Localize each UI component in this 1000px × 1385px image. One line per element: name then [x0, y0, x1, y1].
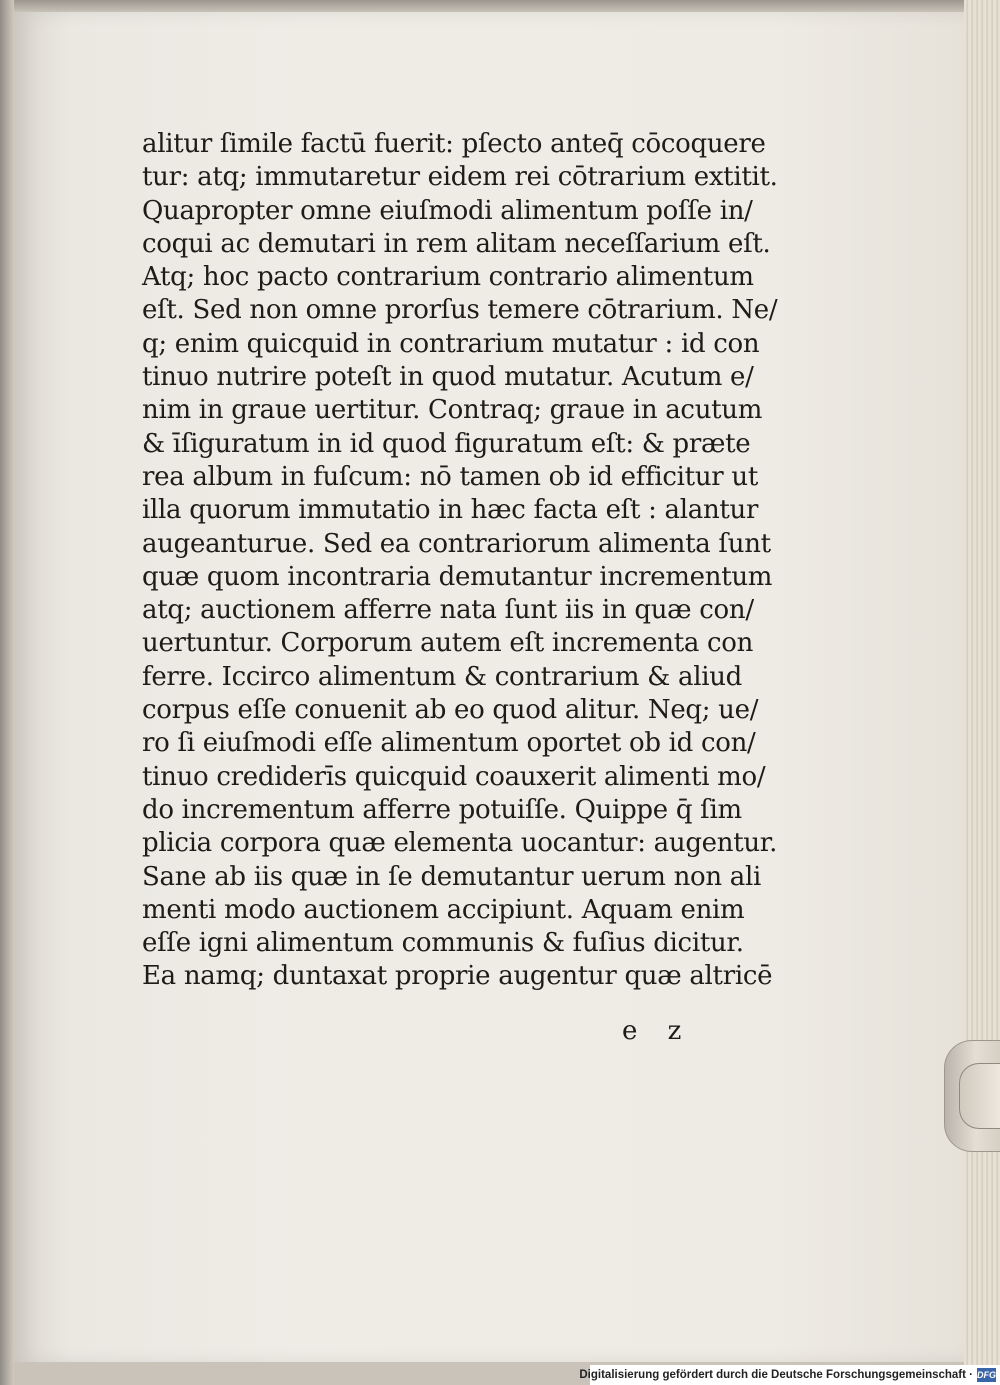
text-line: atq; auctionem afferre nata ſunt iis in quæ con/: [142, 595, 754, 626]
footer-credit: Digitalisierung gefördert durch die Deutsche Forschungsgemeinschaft ·: [579, 1369, 973, 1381]
signature-mark: e z: [622, 1016, 682, 1046]
text-line: ferre. Iccirco alimentum & contrarium & aliud: [142, 661, 743, 692]
text-line: do incrementum afferre potuiſſe. Quippe q̄ ſim: [142, 794, 742, 825]
text-line: eſt. Sed non omne prorſus temere cōtrarium. Ne/: [142, 295, 778, 326]
text-line: & īſiguratum in id quod figuratum eſt: & præte: [142, 428, 751, 459]
text-line: q; enim quicquid in contrarium mutatur : id con: [142, 328, 760, 359]
dfg-logo: DFG: [977, 1370, 996, 1380]
text-line: rea album in fuſcum: nō tamen ob id efficitur ut: [142, 461, 758, 492]
text-line: nim in graue uertitur. Contraq; graue in acutum: [142, 395, 763, 426]
page-stack-edge: [964, 0, 1000, 1385]
text-line: Quapropter omne eiuſmodi alimentum poſſe in/: [142, 195, 753, 226]
text-line: illa quorum immutatio in hæc facta eſt : alantur: [142, 495, 759, 526]
text-line: plicia corpora quæ elementa uocantur: augentur.: [142, 828, 778, 859]
text-line: Sane ab iis quæ in ſe demutantur uerum non ali: [142, 861, 762, 892]
text-line: augeanturue. Sed ea contrariorum alimenta ſunt: [142, 528, 771, 559]
text-line: Atq; hoc pacto contrarium contrario alimentum: [142, 262, 754, 293]
text-line: tur: atq; immutaretur eidem rei cōtrarium extitit.: [142, 162, 778, 193]
text-line: coqui ac demutari in rem alitam neceſſarium eſt.: [142, 228, 771, 259]
text-line: tinuo nutrire poteſt in quod mutatur. Acutum e/: [142, 362, 754, 393]
body-text: [142, 128, 778, 994]
text-line: tinuo crediderīs quicquid coauxerit alimenti mo/: [142, 761, 766, 792]
digitization-footer: [579, 1365, 1000, 1385]
text-line: quæ quom incontraria demutantur incrementum: [142, 561, 773, 592]
text-line: ro ſi eiuſmodi eſſe alimentum oportet ob id con/: [142, 728, 756, 759]
page-clip-inner: [959, 1063, 1000, 1129]
text-line: menti modo auctionem accipiunt. Aquam enim: [142, 894, 745, 925]
text-line: eſſe igni alimentum communis & fuſius dicitur.: [142, 928, 744, 959]
text-line: Ea namq; duntaxat proprie augentur quæ altricē: [142, 961, 773, 992]
book-spine: [0, 0, 14, 1385]
text-line: corpus eſſe conuenit ab eo quod alitur. Neq; ue/: [142, 695, 759, 726]
text-line: alitur ſimile factū fuerit: pſecto anteq̄ cōcoquere: [142, 129, 766, 159]
text-line: uertuntur. Corporum autem eſt incrementa con: [142, 628, 754, 659]
page-clip: [944, 1040, 1000, 1152]
